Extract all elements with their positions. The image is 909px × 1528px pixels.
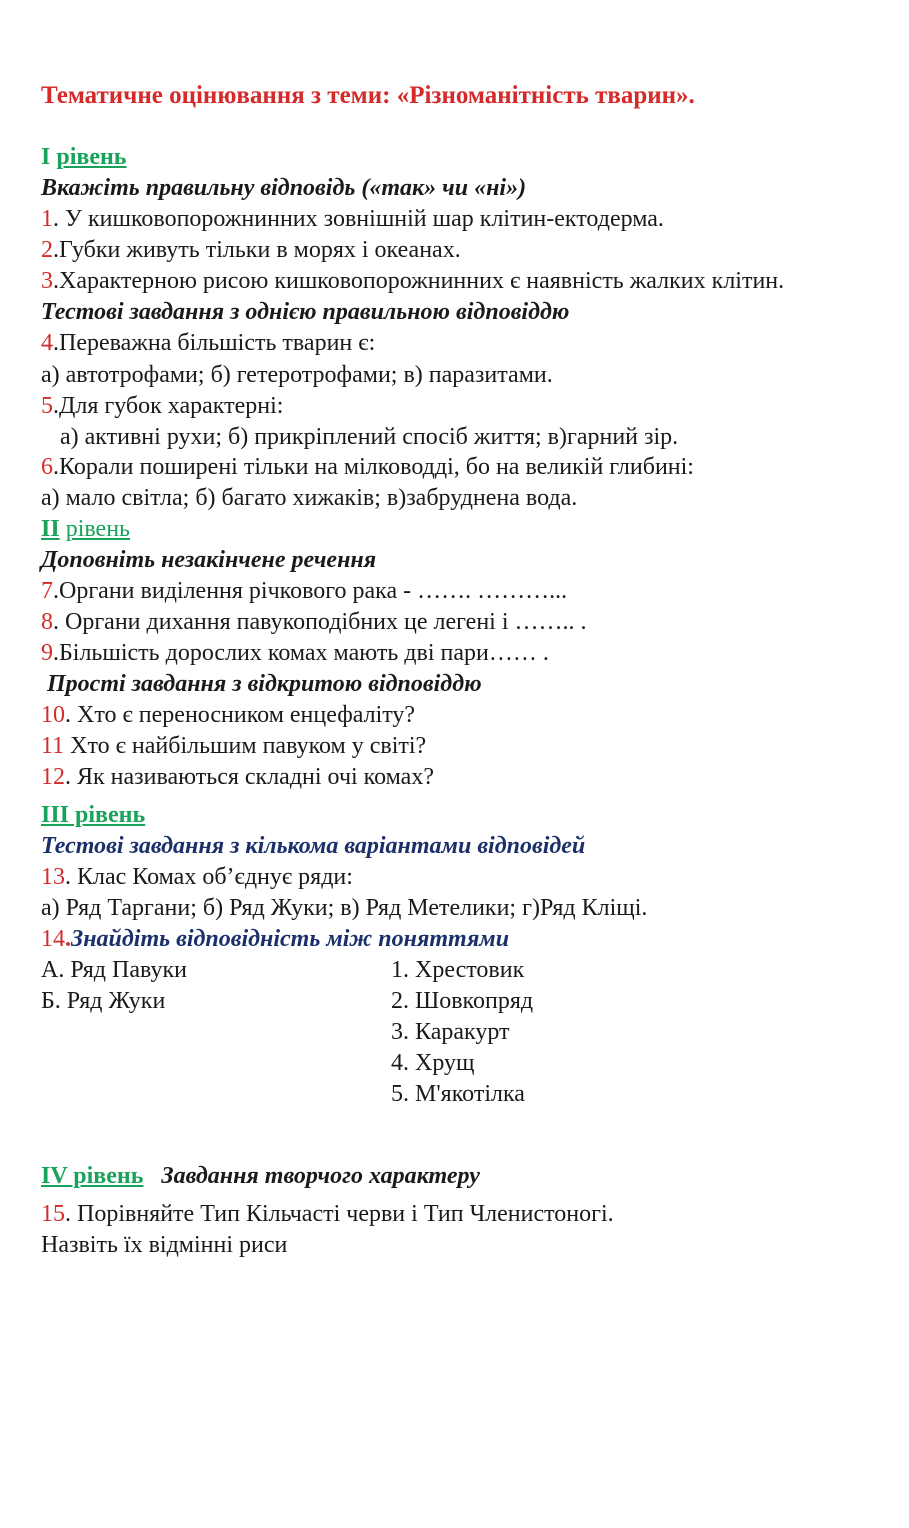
level-1-instruction: Вкажіть правильну відповідь («так» чи «ні») <box>41 175 527 201</box>
question-1-number: 1 <box>41 206 53 232</box>
level-1-roman: І <box>41 144 51 170</box>
question-9-text: .Більшість дорослих комах мають дві пари…… . <box>53 640 549 666</box>
question-5-options: а) активні рухи; б) прикріплений спосіб життя; в)гарний зір. <box>60 424 679 450</box>
question-13-number: 13 <box>41 864 65 890</box>
level-4-instruction: Завдання творчого характеру <box>161 1163 480 1189</box>
match-right-item-3: 3. Каракурт <box>391 1019 510 1045</box>
question-3 <box>41 266 784 296</box>
question-14-dot: . <box>65 926 71 952</box>
question-14-text: Знайдіть відповідність між поняттями <box>71 926 510 952</box>
question-5-text: .Для губок характерні: <box>53 393 284 419</box>
question-13-text: . Клас Комах об’єднує ряди: <box>65 864 353 890</box>
question-1-text: . У кишковопорожнинних зовнішній шар клітин-ектодерма. <box>53 206 664 232</box>
question-8-text: . Органи дихання павукоподібних це легені і …….. . <box>53 609 587 635</box>
question-14 <box>41 924 509 954</box>
question-6-number: 6 <box>41 454 53 480</box>
question-11-text: Хто є найбільшим павуком у світі? <box>64 733 427 759</box>
question-6-options: а) мало світла; б) багато хижаків; в)забруднена вода. <box>41 485 578 511</box>
question-12-number: 12 <box>41 764 65 790</box>
question-5-number: 5 <box>41 393 53 419</box>
level-2-word: рівень <box>65 516 130 542</box>
question-4-number: 4 <box>41 330 53 356</box>
question-2-number: 2 <box>41 237 53 263</box>
question-10-number: 10 <box>41 702 65 728</box>
question-13 <box>41 862 353 892</box>
question-15-number: 15 <box>41 1201 65 1227</box>
question-3-text: .Характерною рисою кишковопорожнинних є наявність жалких клітин. <box>53 268 785 294</box>
match-right-item-4: 4. Хрущ <box>391 1050 475 1076</box>
question-7 <box>41 576 567 606</box>
question-8-number: 8 <box>41 609 53 635</box>
question-15 <box>41 1199 614 1229</box>
question-4-options: а) автотрофами; б) гетеротрофами; в) паразитами. <box>41 362 553 388</box>
level-2-instruction: Доповніть незакінчене речення <box>41 547 377 573</box>
question-15-continuation: Назвіть їх відмінні риси <box>41 1232 288 1258</box>
question-14-number: 14 <box>41 926 65 952</box>
question-9-number: 9 <box>41 640 53 666</box>
question-5 <box>41 391 283 421</box>
page-title: Тематичне оцінювання з теми: «Різноманітність тварин». <box>41 82 695 109</box>
question-10-text: . Хто є переносником енцефаліту? <box>65 702 416 728</box>
question-6 <box>41 452 694 482</box>
level-4-heading-row <box>41 1161 480 1191</box>
question-6-text: .Корали поширені тільки на мілководді, бо на великій глибині: <box>53 454 694 480</box>
match-right-item-1: 1. Хрестовик <box>391 957 525 983</box>
question-11-number: 11 <box>41 733 65 759</box>
question-7-text: .Органи виділення річкового рака - ……. ………... <box>53 578 568 604</box>
level-3-instruction: Тестові завдання з кількома варіантами відповідей <box>41 833 586 859</box>
question-12-text: . Як називаються складні очі комах? <box>65 764 434 790</box>
question-11 <box>41 731 426 761</box>
level-1-heading <box>41 142 127 172</box>
level-3-heading: ІІІ рівень <box>41 802 146 828</box>
question-4-text: .Переважна більшість тварин є: <box>53 330 376 356</box>
match-left-item-b: Б. Ряд Жуки <box>41 988 166 1014</box>
level-2-heading <box>41 514 130 544</box>
question-9 <box>41 638 549 668</box>
match-right-item-2: 2. Шовкопряд <box>391 988 534 1014</box>
question-15-text: . Порівняйте Тип Кільчасті черви і Тип Членистоногі. <box>65 1201 614 1227</box>
question-13-options: а) Ряд Таргани; б) Ряд Жуки; в) Ряд Метелики; г)Ряд Кліщі. <box>41 895 648 921</box>
question-7-number: 7 <box>41 578 53 604</box>
level-1-word: рівень <box>56 144 127 170</box>
question-3-number: 3 <box>41 268 53 294</box>
question-2 <box>41 235 461 265</box>
level-4-heading: ІV рівень <box>41 1163 144 1189</box>
match-right-item-5: 5. М'якотілка <box>391 1081 525 1107</box>
question-12 <box>41 762 434 792</box>
question-10 <box>41 700 415 730</box>
question-1 <box>41 204 664 234</box>
question-4 <box>41 328 375 358</box>
level-2-roman: ІІ <box>41 516 60 542</box>
level-2-instruction-2: Прості завдання з відкритою відповіддю <box>47 671 482 697</box>
match-left-item-a: А. Ряд Павуки <box>41 957 188 983</box>
question-2-text: .Губки живуть тільки в морях і океанах. <box>53 237 461 263</box>
level-1-instruction-2: Тестові завдання з однією правильною відповіддю <box>41 299 570 325</box>
question-8 <box>41 607 587 637</box>
